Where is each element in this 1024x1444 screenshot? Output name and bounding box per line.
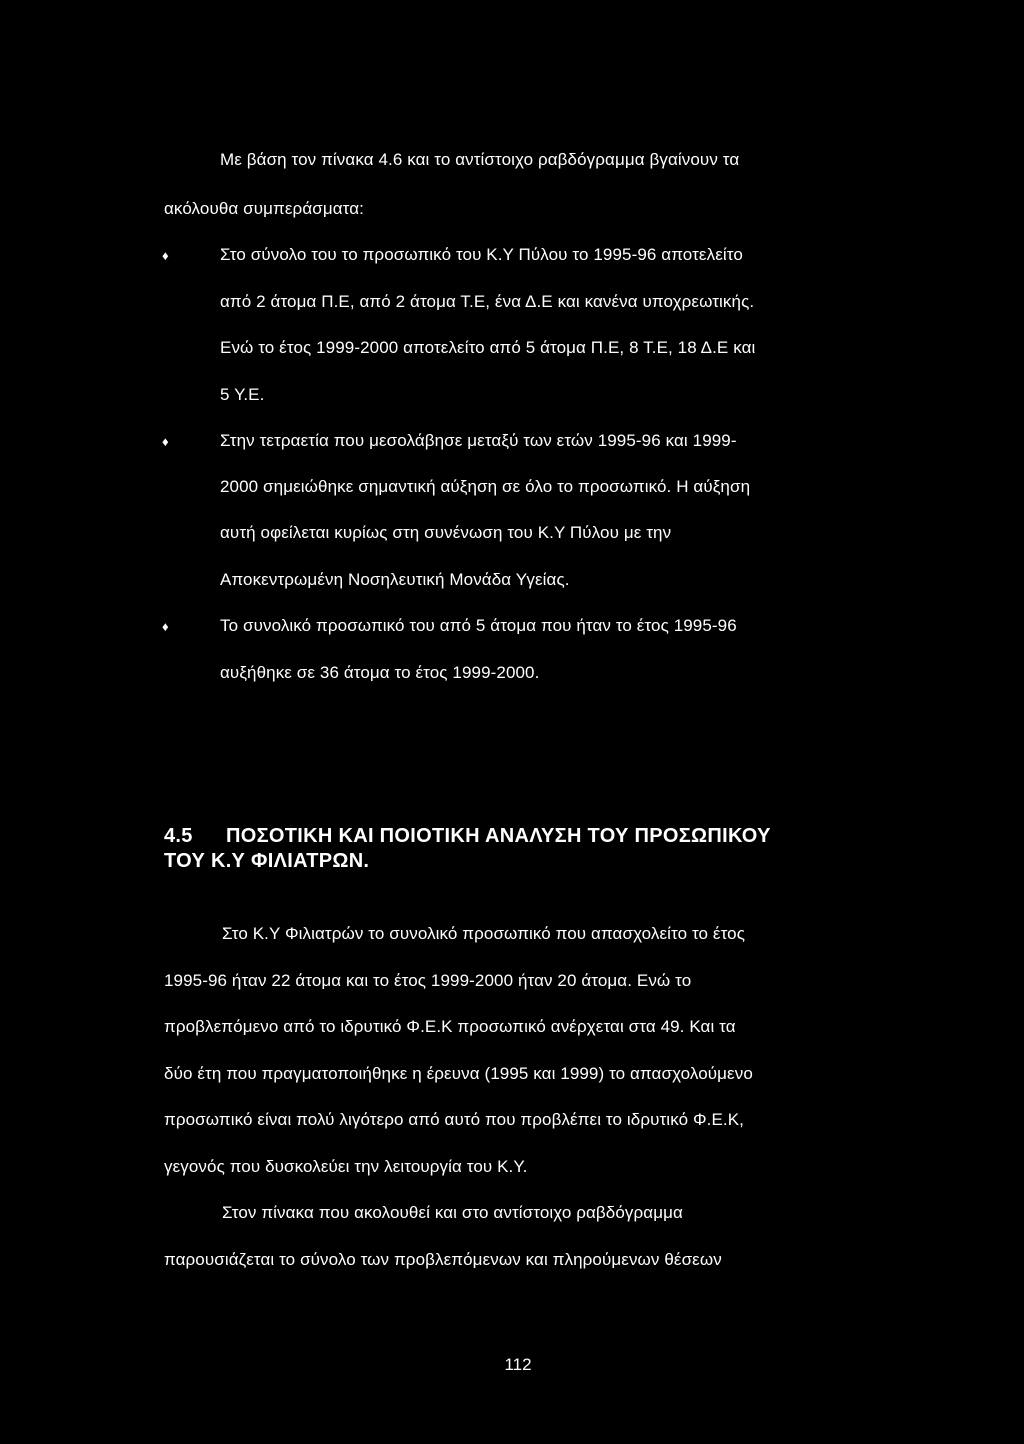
bullet-diamond-icon: ♦	[162, 619, 169, 634]
page-number: 112	[504, 1355, 532, 1374]
paragraph-1-line-5: προσωπικό είναι πολύ λιγότερο από αυτό που προβλέπει το ιδρυτικό Φ.Ε.Κ,	[164, 1110, 744, 1129]
paragraph-1-line-6: γεγονός που δυσκολεύει την λειτουργία του Κ.Υ.	[164, 1157, 528, 1176]
paragraph-2-line-1: Στον πίνακα που ακολουθεί και στο αντίστοιχο ραβδόγραμμα	[222, 1203, 683, 1222]
bullet-2-line-4: Αποκεντρωμένη Νοσηλευτική Μονάδα Υγείας.	[220, 570, 570, 589]
section-number: 4.5	[164, 825, 193, 847]
bullet-1-line-2: από 2 άτομα Π.Ε, από 2 άτομα Τ.Ε, ένα Δ.Ε και κανένα υποχρεωτικής.	[220, 292, 755, 311]
bullet-3-line-1: Το συνολικό προσωπικό του από 5 άτομα που ήταν το έτος 1995-96	[220, 616, 737, 635]
paragraph-1-line-4: δύο έτη που πραγματοποιήθηκε η έρευνα (1995 και 1999) το απασχολούμενο	[164, 1064, 753, 1083]
intro-line-2: ακόλουθα συμπεράσματα:	[164, 199, 364, 218]
bullet-2-line-1: Στην τετραετία που μεσολάβησε μεταξύ των ετών 1995-96 και 1999-	[220, 431, 737, 450]
bullet-2-line-3: αυτή οφείλεται κυρίως στη συνένωση του Κ.Υ Πύλου με την	[220, 523, 672, 542]
section-title-line-1: ΠΟΣΟΤΙΚΗ ΚΑΙ ΠΟΙΟΤΙΚΗ ΑΝΑΛΥΣΗ ΤΟΥ ΠΡΟΣΩΠΙΚΟΥ	[226, 825, 771, 847]
bullet-1-line-4: 5 Υ.Ε.	[220, 385, 265, 404]
intro-line-1: Με βάση τον πίνακα 4.6 και το αντίστοιχο ραβδόγραμμα βγαίνουν τα	[220, 150, 740, 169]
section-title-line-2: ΤΟΥ Κ.Υ ΦΙΛΙΑΤΡΩΝ.	[164, 850, 370, 872]
bullet-diamond-icon: ♦	[162, 434, 169, 449]
paragraph-1-line-1: Στο Κ.Υ Φιλιατρών το συνολικό προσωπικό που απασχολείτο το έτος	[222, 924, 746, 943]
paragraph-1-line-3: προβλεπόμενο από το ιδρυτικό Φ.Ε.Κ προσωπικό ανέρχεται στα 49. Και τα	[164, 1017, 736, 1036]
bullet-1-line-1: Στο σύνολο του το προσωπικό του Κ.Υ Πύλου το 1995-96 αποτελείτο	[220, 245, 743, 264]
paragraph-1-line-2: 1995-96 ήταν 22 άτομα και το έτος 1999-2000 ήταν 20 άτομα. Ενώ το	[164, 971, 692, 990]
bullet-diamond-icon: ♦	[162, 248, 169, 263]
bullet-2-line-2: 2000 σημειώθηκε σημαντική αύξηση σε όλο το προσωπικό. Η αύξηση	[220, 477, 751, 496]
bullet-1-line-3: Ενώ το έτος 1999-2000 αποτελείτο από 5 άτομα Π.Ε, 8 Τ.Ε, 18 Δ.Ε και	[220, 338, 756, 357]
bullet-3-line-2: αυξήθηκε σε 36 άτομα το έτος 1999-2000.	[220, 663, 540, 682]
paragraph-2-line-2: παρουσιάζεται το σύνολο των προβλεπόμενων και πληρούμενων θέσεων	[164, 1250, 722, 1269]
